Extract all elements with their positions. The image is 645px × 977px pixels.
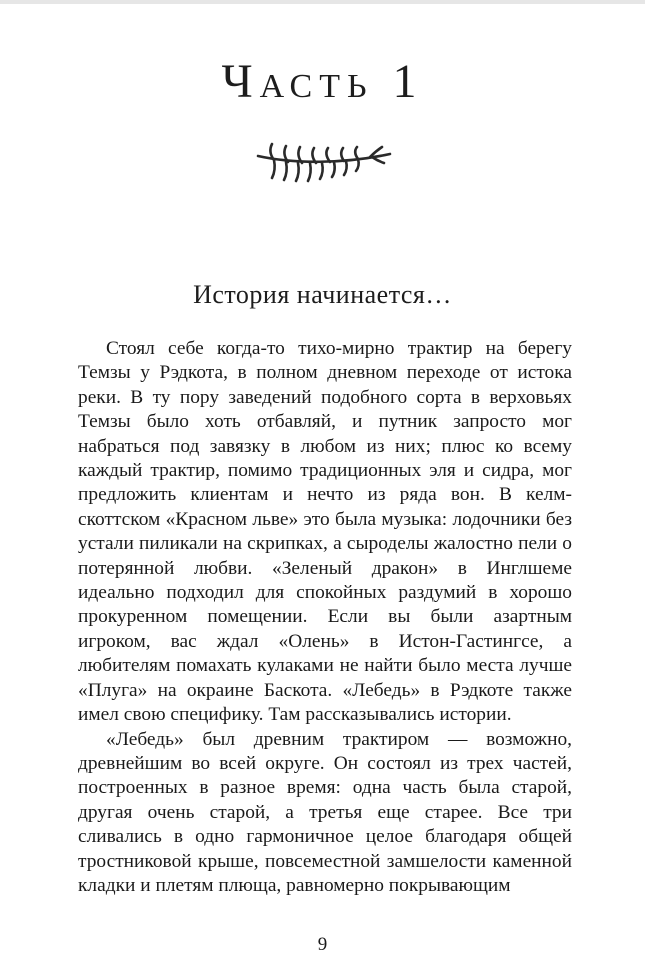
body-text	[78, 337, 572, 898]
fern-branch-icon	[254, 138, 394, 186]
page-number: 9	[317, 934, 328, 955]
paragraph: Стоял себе когда-то тихо-мирно трактир на берегу Темзы у Рэдкота, в полном дневном переходе от истока реки. В ту пору заведений подобного сорта в верховьях Темзы было хоть отбавляй, и путник запросто мог набраться под завязку в любом из них; плюс ко всему каждый трактир, помимо традиционных эля и сидра, мог предложить клиентам и нечто из ряда вон. В келмскоттском «Красном льве» это была музыка: лодочники без устали пиликали на скрипках, а сыроделы жалостно пели о потерянной любви. «Зеленый дракон» в Инглшеме идеально подходил для спокойных раздумий в хорошо прокуренном помещении. Если вы были азартным игроком, вас ждал «Олень» в Истон-Гастингсе, а любителям помахать кулаками не найти было места лучше «Плуга» на окраине Баскота. «Лебедь» в Рэдкоте также имел свою специфику. Там рассказывались истории.	[78, 338, 572, 726]
chapter-title: История начинается…	[193, 280, 452, 309]
paragraph: «Лебедь» был древним трактиром — возможно, древнейшим во всей округе. Он состоял из трех частей, построенных в разное время: одна часть была старой, другая очень старой, а третья еще старее. Все три сливались в одно гармоничное целое благодаря общей тростниковой крыше, повсеместной замшелости каменной кладки и плетям плюща, равномерно покрывающим	[78, 728, 572, 896]
part-title: Часть 1	[221, 55, 424, 108]
page-top-edge	[0, 0, 645, 4]
